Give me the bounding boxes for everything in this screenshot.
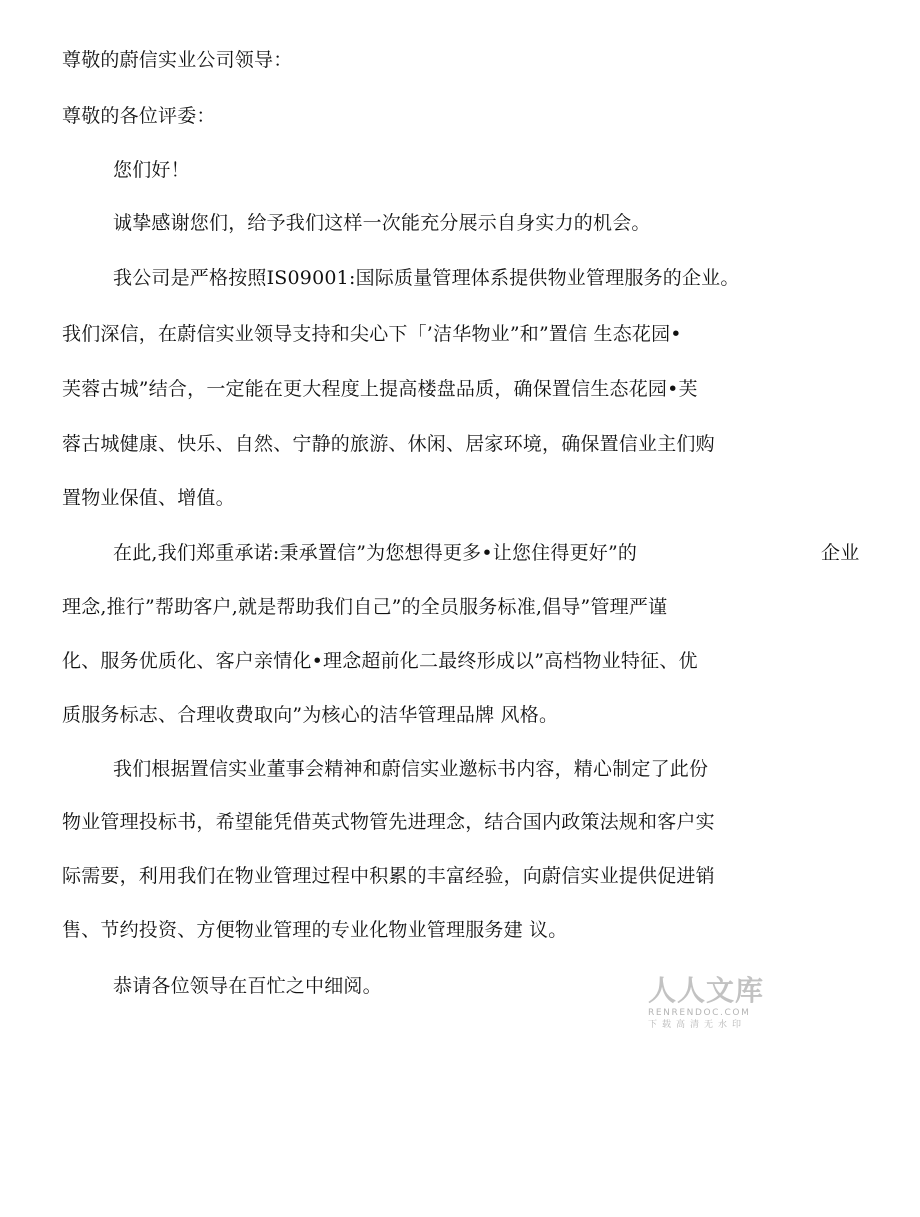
salutation-company: 尊敬的蔚信实业公司领导： <box>62 49 293 71</box>
paragraph-2-line-1-text: 在此,我们郑重承诺:秉承置信”为您想得更多•让您住得更好”的 <box>113 542 638 564</box>
paragraph-1-line-3: 芙蓉古城”结合，一定能在更大程度上提高楼盘品质，确保置信生态花园•芙 <box>62 378 698 400</box>
paragraph-3-line-2: 物业管理投标书，希望能凭借英式物管先进理念，结合国内政策法规和客户实 <box>62 811 715 833</box>
paragraph-1-line-5: 置物业保值、增值。 <box>62 487 235 509</box>
salutation-judges: 尊敬的各位评委： <box>62 105 216 127</box>
paragraph-2-line-3: 化、服务优质化、客户亲情化•理念超前化二最终形成以”高档物业特征、优 <box>62 650 698 672</box>
watermark-title: 人人文库 <box>648 974 765 1007</box>
closing-line: 恭请各位领导在百忙之中细阅。 <box>113 975 382 997</box>
watermark-url: RENRENDOC.COM <box>648 1008 751 1018</box>
greeting: 您们好！ <box>113 159 190 181</box>
paragraph-3-line-1: 我们根据置信实业董事会精神和蔚信实业邀标书内容，精心制定了此份 <box>113 758 709 780</box>
paragraph-2-line-1-tail: 企业 <box>821 542 860 564</box>
watermark-subtitle: 下载高清无水印 <box>648 1020 747 1030</box>
paragraph-2-line-1 <box>113 541 863 565</box>
paragraph-3-line-4: 售、节约投资、方便物业管理的专业化物业管理服务建 议。 <box>62 919 568 941</box>
paragraph-1-line-2: 我们深信，在蔚信实业领导支持和尖心下「’洁华物业”和”置信 生态花园• <box>62 323 682 345</box>
thanks-line: 诚挚感谢您们，给予我们这样一次能充分展示自身实力的机会。 <box>113 212 651 234</box>
paragraph-2-line-4: 质服务标志、合理收费取向”为核心的洁华管理品牌 风格。 <box>62 704 559 726</box>
paragraph-2-line-2: 理念,推行”帮助客户,就是帮助我们自己”的全员服务标准,倡导”管理严谨 <box>62 596 668 618</box>
paragraph-1-line-4: 蓉古城健康、快乐、自然、宁静的旅游、休闲、居家环境，确保置信业主们购 <box>62 433 715 455</box>
paragraph-3-line-3: 际需要，利用我们在物业管理过程中积累的丰富经验，向蔚信实业提供促进销 <box>62 865 715 887</box>
paragraph-1-line-1: 我公司是严格按照IS09001:国际质量管理体系提供物业管理服务的企业。 <box>113 267 740 289</box>
watermark-logo <box>648 975 772 1032</box>
